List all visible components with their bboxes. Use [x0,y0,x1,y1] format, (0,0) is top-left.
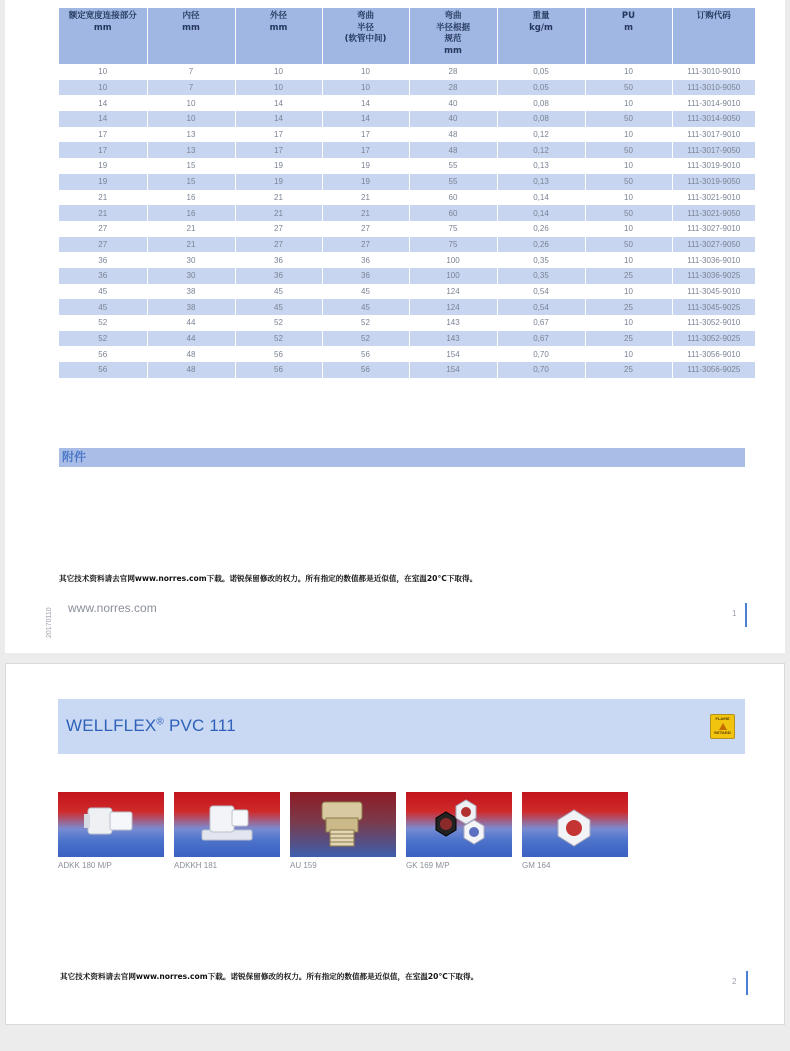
column-header [409,8,497,64]
table-cell: 56 [322,362,409,378]
table-cell: 56 [322,346,409,362]
accessory-image-lock-nuts [406,792,512,857]
column-header-line: 弯曲 [356,11,374,21]
column-header-line: 半径 [356,22,374,33]
column-header-line: kg/m [529,22,553,33]
table-cell: 111-3010-9050 [672,80,755,96]
table-cell: 10 [59,64,147,80]
table-cell: 50 [585,111,672,127]
table-cell: 56 [59,362,147,378]
table-row [59,268,755,284]
table-cell: 100 [409,268,497,284]
table-cell: 55 [409,174,497,190]
table-cell: 17 [235,127,322,143]
cable-gland-straight-icon [58,792,164,857]
table-cell: 52 [59,315,147,331]
column-header-line: (软管中间) [344,34,387,44]
table-cell: 14 [59,95,147,111]
table-row [59,237,755,253]
table-cell: 36 [235,268,322,284]
table-cell: 124 [409,284,497,300]
table-cell: 10 [585,64,672,80]
table-cell: 45 [59,284,147,300]
cable-gland-flanged-icon [174,792,280,857]
table-cell: 17 [235,142,322,158]
table-row [59,362,755,378]
table-cell: 25 [585,299,672,315]
column-header-line: 规范 [444,34,462,44]
table-cell: 45 [235,284,322,300]
table-cell: 10 [585,190,672,206]
table-cell: 15 [147,158,235,174]
table-cell: 13 [147,127,235,143]
table-cell: 124 [409,299,497,315]
table-row [59,299,755,315]
table-cell: 27 [322,221,409,237]
page-2 [5,663,785,1025]
table-cell: 21 [59,190,147,206]
table-cell: 27 [235,237,322,253]
badge-text-retard: RETARD [714,729,731,735]
brass-gland-icon [290,792,396,857]
table-cell: 10 [585,315,672,331]
table-cell: 27 [322,237,409,253]
accessory-image-cable-gland-flanged [174,792,280,857]
table-cell: 7 [147,80,235,96]
table-row [59,205,755,221]
table-cell: 0,14 [497,205,585,221]
page-1 [5,0,785,653]
table-row [59,127,755,143]
table-cell: 111-3019-9010 [672,158,755,174]
table-cell: 14 [59,111,147,127]
table-cell: 111-3014-9050 [672,111,755,127]
table-cell: 0,70 [497,346,585,362]
accessory-item[interactable] [522,792,630,870]
table-cell: 21 [59,205,147,221]
column-header-line: 外径 [269,11,287,21]
table-cell: 48 [147,346,235,362]
page-number-rule [745,603,747,627]
column-header [585,8,672,64]
flame-icon [719,723,727,730]
table-cell: 50 [585,174,672,190]
table-cell: 27 [235,221,322,237]
table-cell: 17 [322,142,409,158]
badge-text-flame: FLAME [715,716,730,721]
table-cell: 10 [585,158,672,174]
column-header-line: mm [93,22,112,33]
table-cell: 52 [322,331,409,347]
table-cell: 17 [59,127,147,143]
table-cell: 28 [409,64,497,80]
table-cell: 21 [147,237,235,253]
table-cell: 10 [585,284,672,300]
table-cell: 50 [585,205,672,221]
table-cell: 40 [409,95,497,111]
table-row [59,190,755,206]
table-cell: 25 [585,362,672,378]
table-cell: 10 [585,95,672,111]
table-cell: 14 [235,95,322,111]
table-cell: 0,13 [497,158,585,174]
table-cell: 17 [59,142,147,158]
table-cell: 17 [322,127,409,143]
table-cell: 111-3052-9025 [672,331,755,347]
accessory-label: ADKK 180 M/P [58,861,112,870]
table-row [59,331,755,347]
website-link[interactable]: www.norres.com [68,601,157,615]
table-cell: 38 [147,299,235,315]
table-cell: 10 [147,95,235,111]
table-cell: 75 [409,237,497,253]
table-cell: 0,54 [497,299,585,315]
table-cell: 10 [585,127,672,143]
table-cell: 19 [235,158,322,174]
table-cell: 45 [322,284,409,300]
table-cell: 10 [235,80,322,96]
table-row [59,346,755,362]
table-cell: 36 [59,268,147,284]
table-cell: 52 [235,315,322,331]
table-row [59,95,755,111]
table-cell: 36 [59,252,147,268]
table-cell: 75 [409,221,497,237]
table-cell: 143 [409,315,497,331]
table-cell: 111-3014-9010 [672,95,755,111]
table-cell: 0,05 [497,80,585,96]
column-header-line: 订购代码 [696,11,731,21]
page-number-rule [746,971,748,995]
table-cell: 111-3019-9050 [672,174,755,190]
table-cell: 10 [235,64,322,80]
table-cell: 21 [322,205,409,221]
table-cell: 0,12 [497,127,585,143]
table-cell: 16 [147,205,235,221]
table-cell: 0,35 [497,268,585,284]
table-cell: 36 [235,252,322,268]
table-cell: 111-3056-9025 [672,362,755,378]
table-cell: 10 [585,346,672,362]
table-cell: 111-3027-9050 [672,237,755,253]
table-cell: 111-3017-9050 [672,142,755,158]
table-cell: 50 [585,80,672,96]
page-number: 1 [732,609,737,618]
table-cell: 10 [147,111,235,127]
column-header-line: 半径根据 [435,22,470,33]
table-row [59,142,755,158]
column-header-line: 额定宽度连接部分 [68,11,137,21]
table-cell: 48 [409,142,497,158]
table-cell: 111-3017-9010 [672,127,755,143]
table-cell: 0,08 [497,95,585,111]
table-cell: 56 [235,362,322,378]
table-cell: 21 [147,221,235,237]
table-cell: 27 [59,221,147,237]
column-header-line: mm [444,45,462,56]
table-cell: 0,54 [497,284,585,300]
table-cell: 0,08 [497,111,585,127]
table-row [59,174,755,190]
page-number: 2 [732,977,737,986]
table-cell: 19 [59,158,147,174]
accessory-image-cable-gland-straight [58,792,164,857]
table-cell: 13 [147,142,235,158]
accessory-item[interactable] [174,792,282,870]
column-header-line: 重量 [532,11,550,21]
table-cell: 36 [322,268,409,284]
table-cell: 55 [409,158,497,174]
column-header [147,8,235,64]
table-cell: 25 [585,331,672,347]
table-row [59,111,755,127]
table-cell: 111-3027-9010 [672,221,755,237]
table-cell: 40 [409,111,497,127]
table-cell: 0,35 [497,252,585,268]
hex-nut-icon [522,792,628,857]
table-cell: 60 [409,205,497,221]
table-cell: 10 [322,64,409,80]
table-cell: 50 [585,237,672,253]
section-title-accessories: 附件 [59,448,745,467]
accessory-label: ADKKH 181 [174,861,218,870]
table-cell: 21 [322,190,409,206]
table-row [59,252,755,268]
table-cell: 111-3052-9010 [672,315,755,331]
product-name: WELLFLEX [66,716,157,735]
column-header-line: 内径 [182,11,200,21]
product-suffix: PVC 111 [168,716,236,735]
column-header [59,8,147,64]
accessory-label: GM 164 [522,861,551,870]
table-row [59,284,755,300]
table-cell: 48 [147,362,235,378]
spec-table [59,8,755,378]
table-row [59,64,755,80]
table-row [59,80,755,96]
column-header-line: PU [621,11,636,21]
table-cell: 111-3036-9025 [672,268,755,284]
table-cell: 0,67 [497,331,585,347]
table-cell: 36 [322,252,409,268]
table-cell: 154 [409,346,497,362]
table-cell: 10 [585,252,672,268]
table-cell: 111-3045-9025 [672,299,755,315]
table-cell: 30 [147,252,235,268]
table-row [59,315,755,331]
table-cell: 14 [322,95,409,111]
table-cell: 19 [322,158,409,174]
table-cell: 111-3021-9050 [672,205,755,221]
table-cell: 19 [235,174,322,190]
table-row [59,221,755,237]
table-cell: 52 [322,315,409,331]
table-cell: 52 [59,331,147,347]
table-cell: 0,26 [497,237,585,253]
table-cell: 56 [235,346,322,362]
table-cell: 15 [147,174,235,190]
date-code: 20170110 [46,607,53,638]
accessory-item[interactable] [58,792,166,870]
table-cell: 45 [235,299,322,315]
flame-retardant-badge-icon [710,714,735,739]
table-cell: 0,13 [497,174,585,190]
accessories-row [58,792,638,872]
table-cell: 38 [147,284,235,300]
table-cell: 7 [147,64,235,80]
table-header-row [59,8,755,64]
column-header [672,8,755,64]
table-body [59,64,755,378]
disclaimer-text: 其它技术资料请去官网www.norres.com下载。诺锐保留修改的权力。所有指定的数值都是近似值，在室温20°C下取得。 [59,574,478,583]
lock-nuts-icon [406,792,512,857]
table-cell: 45 [322,299,409,315]
column-header [235,8,322,64]
accessory-label: GK 169 M/P [406,861,450,870]
table-cell: 21 [235,190,322,206]
table-cell: 14 [235,111,322,127]
table-cell: 0,70 [497,362,585,378]
accessory-item[interactable] [290,792,398,870]
table-cell: 21 [235,205,322,221]
table-cell: 111-3010-9010 [672,64,755,80]
column-header [322,8,409,64]
table-cell: 25 [585,268,672,284]
accessory-label: AU 159 [290,861,317,870]
table-cell: 154 [409,362,497,378]
table-cell: 0,05 [497,64,585,80]
product-banner [58,699,745,754]
table-row [59,158,755,174]
table-cell: 0,14 [497,190,585,206]
column-header-line: 弯曲 [444,11,462,21]
table-cell: 44 [147,315,235,331]
table-cell: 19 [59,174,147,190]
table-cell: 0,67 [497,315,585,331]
product-title [66,716,236,736]
accessory-image-hex-nut [522,792,628,857]
table-cell: 44 [147,331,235,347]
table-cell: 48 [409,127,497,143]
table-cell: 45 [59,299,147,315]
table-cell: 28 [409,80,497,96]
column-header-line: mm [182,22,200,33]
table-cell: 52 [235,331,322,347]
table-cell: 10 [585,221,672,237]
table-cell: 27 [59,237,147,253]
table-cell: 10 [59,80,147,96]
table-cell: 111-3036-9010 [672,252,755,268]
table-cell: 19 [322,174,409,190]
column-header [497,8,585,64]
column-header-line: m [624,22,633,33]
table-cell: 14 [322,111,409,127]
table-cell: 100 [409,252,497,268]
table-cell: 30 [147,268,235,284]
table-cell: 0,26 [497,221,585,237]
table-cell: 111-3056-9010 [672,346,755,362]
table-cell: 143 [409,331,497,347]
registered-mark: ® [156,716,164,728]
table-cell: 16 [147,190,235,206]
table-cell: 0,12 [497,142,585,158]
column-header-line: mm [269,22,288,33]
disclaimer-text: 其它技术资料请去官网www.norres.com下载。诺锐保留修改的权力。所有指定的数值都是近似值，在室温20°C下取得。 [60,972,479,981]
accessory-item[interactable] [406,792,514,870]
table-cell: 10 [322,80,409,96]
table-cell: 50 [585,142,672,158]
table-cell: 56 [59,346,147,362]
accessory-image-brass-gland [290,792,396,857]
table-cell: 111-3021-9010 [672,190,755,206]
table-cell: 60 [409,190,497,206]
table-cell: 111-3045-9010 [672,284,755,300]
